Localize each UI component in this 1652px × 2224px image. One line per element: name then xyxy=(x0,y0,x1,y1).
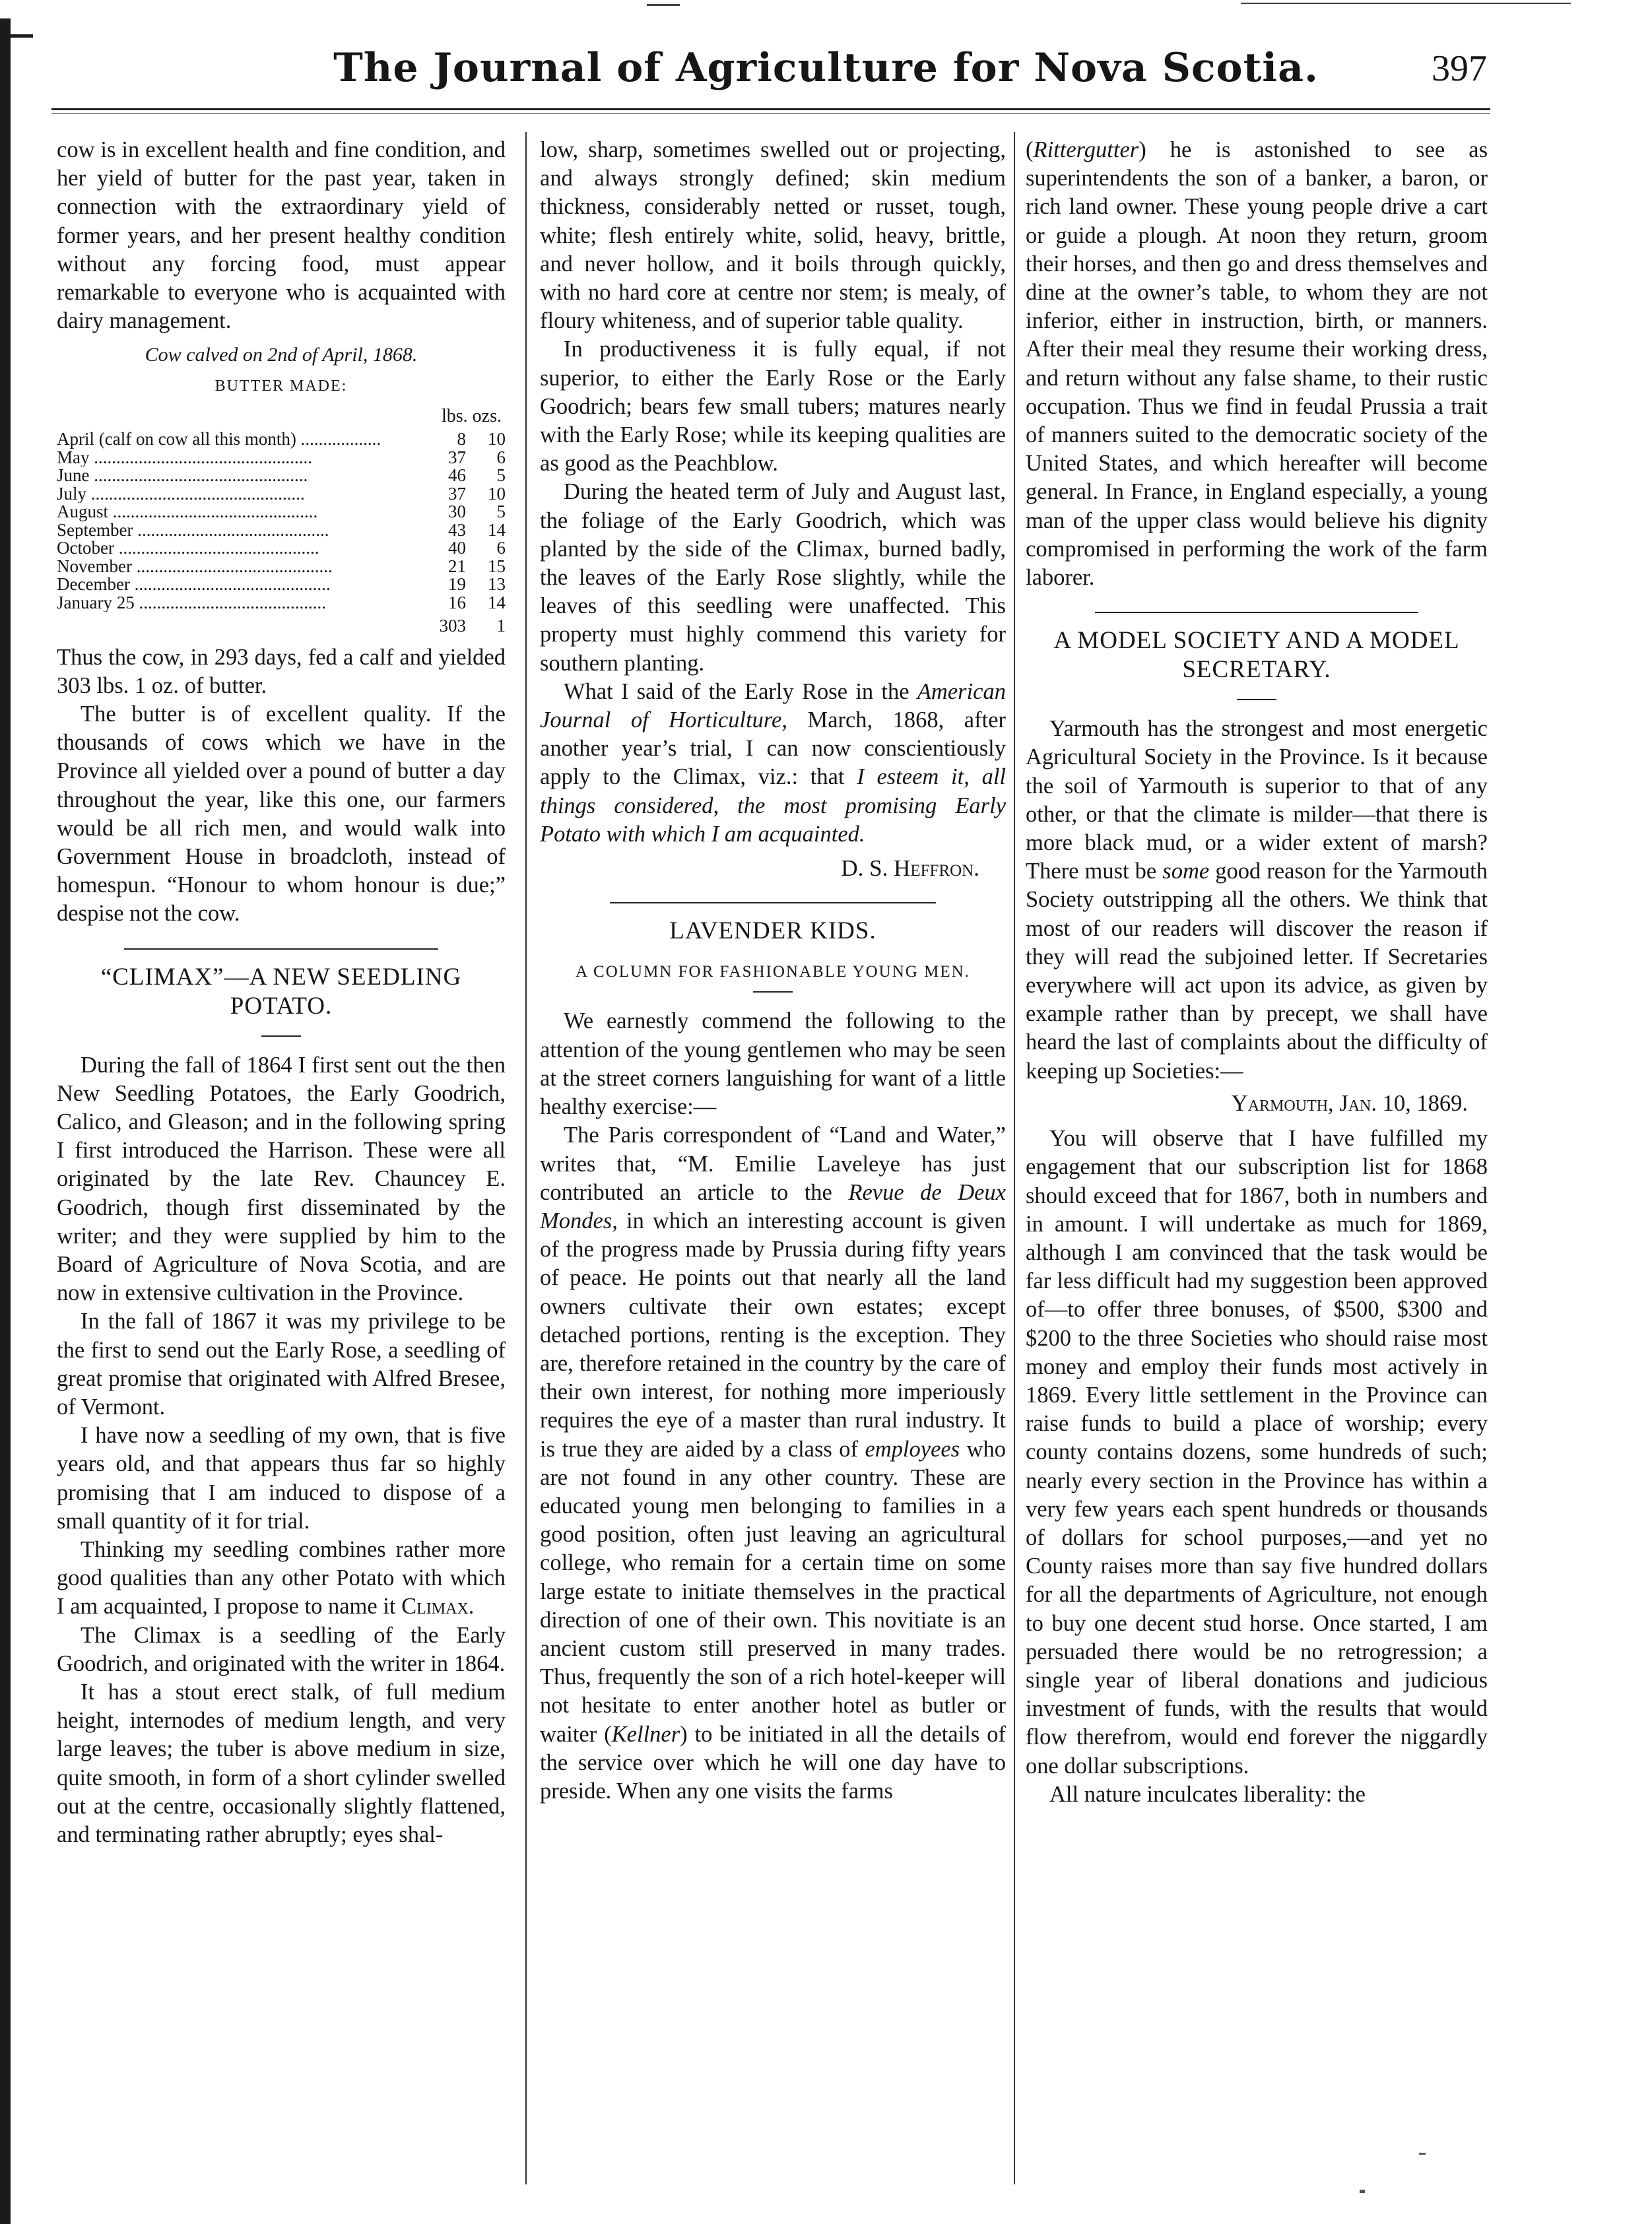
binding-edge xyxy=(0,18,11,2224)
butter-ozs-value: 5 xyxy=(496,502,506,522)
journal-reference: American Journal of Horticulture, xyxy=(540,678,1006,733)
butter-ozs-value: 13 xyxy=(488,574,506,595)
climax-paragraph-5: The Climax is a seedling of the Early Goodrich, and originated with the writer in 1864. xyxy=(57,1622,506,1676)
yarmouth-text-b: good reason for the Yarmouth Society outstripping all the others. We think that most of our readers will discover the reason if they will read the subjoined letter. If Secretaries everywhere will act upon its advice, as given by example rather than by precept, we shall have heard the last of complaints about the difficulty of keeping up Societies:— xyxy=(1026,859,1488,1084)
column-1 xyxy=(57,136,506,1849)
butter-table-row xyxy=(57,449,506,467)
butter-table-units: lbs. ozs. xyxy=(442,405,502,426)
butter-lbs-value: 43 xyxy=(448,519,466,540)
butter-lbs-value: 21 xyxy=(448,556,466,576)
esteem-quote: I esteem it, all things considered, the most promising Early Potato with which I am acquainted. xyxy=(540,764,1006,847)
butter-lbs-value: 8 xyxy=(457,429,466,449)
butter-table-row xyxy=(57,503,506,521)
column-divider-1 xyxy=(525,132,527,2184)
butter-table-row xyxy=(57,430,506,449)
butter-lbs-value: 46 xyxy=(448,465,466,486)
model-society-title: A MODEL SOCIETY AND A MODEL SECRETARY. xyxy=(1053,627,1460,684)
butter-lbs-value: 16 xyxy=(448,592,466,612)
climax-paragraph-3: I have now a seedling of my own, that is five years old, and that appears thus far so highly promising that I am induced to dispose of a small quantity of it for trial. xyxy=(57,1423,506,1534)
letter-dateline: Yarmouth, Jan. 10, 1869. xyxy=(1231,1090,1468,1116)
early-rose-text-a: What I said of the Early Rose in the xyxy=(564,678,909,704)
paris-continued-text: ) he is astonished to see as superintendents the son of a banker, a baron, or rich land owner. These young people drive a cart or guide a plough. At noon they return, groom their horses, and then go and dress themselves and dine at the owner’s table, to whom they are not inferior, either in instruction, birth, or manners. After their meal they resume their working dress, and return without any false shame, to their rustic occupation. Thus we find in feudal Prussia a trait of manners suited to the democratic society of the United States, and which hereafter will become general. In France, in England especially, a young man of the upper class would believe his dignity compromised in performing the work of the farm laborer. xyxy=(1026,137,1488,591)
butter-table-row xyxy=(57,539,506,558)
butter-ozs-value: 15 xyxy=(488,556,506,576)
kellner-word: Kellner xyxy=(611,1721,680,1747)
header-rule-thin xyxy=(51,113,1490,114)
climax-paragraph-6: It has a stout erect stalk, of full medium height, internodes of medium length, and very large leaves; the tuber is above medium in size, quite smooth, in form of a short cylinder swelled out at the centre, occasionally slightly flattened, and terminating rather abruptly; eyes shal- xyxy=(57,1680,506,1848)
rittergutter-word: Rittergutter xyxy=(1033,137,1139,162)
butter-table-row xyxy=(57,594,506,612)
butter-ozs-value: 14 xyxy=(488,519,506,540)
butter-month-label: November ............................................ xyxy=(57,557,333,576)
yarmouth-text-a: Yarmouth has the strongest and most energetic Agricultural Society in the Province. Is it because the soil of Yarmouth is superior to that of any other, or that the climate is milder—that there is more black mud, or a wider extent of marsh? There must be xyxy=(1026,716,1488,884)
butter-table-caption: Cow calved on 2nd of April, 1868. xyxy=(145,344,418,366)
paris-text-b: in which an interesting account is given of the progress made by Prussia during fifty years of peace. He points out that nearly all the land owners cultivate their own estates; except detached portions, renting is the exception. They are, therefore retained in the country by the care of their own interest, for nothing more imperiously requires the eye of a master than rural industry. It is true they are aided by a class of xyxy=(540,1208,1006,1462)
climax-article-title: “CLIMAX”—A NEW SEEDLING POTATO. xyxy=(100,963,462,1020)
climax-paragraph-4 xyxy=(57,1536,506,1621)
productiveness-paragraph: In productiveness it is fully equal, if not superior, to either the Early Rose or the Early Goodrich; bears few small tubers; matures nearly with the Early Rose; while its keeping qualities are as good as the Peachblow. xyxy=(540,337,1006,476)
some-word: some xyxy=(1162,859,1210,884)
butter-quality-paragraph: The butter is of excellent quality. If the thousands of cows which we have in the Province all yielded over a pound of butter a day throughout the year, like this one, our farmers would be all rich men, and would walk into Government House in broadcloth, instead of homespun. “Honour to whom honour is due;” despise not the cow. xyxy=(57,701,506,927)
butter-table-row xyxy=(57,575,506,594)
climax-paragraph-4-text: Thinking my seedling combines rather more good qualities than any other Potato with which I am acquainted, I propose to name it xyxy=(57,1537,506,1619)
butter-ozs-value: 6 xyxy=(496,447,506,467)
butter-month-label: September ........................................... xyxy=(57,521,329,540)
binding-edge-hook xyxy=(11,34,33,38)
title-rule xyxy=(261,1035,301,1037)
top-scan-mark xyxy=(647,4,680,6)
heated-term-paragraph: During the heated term of July and August last, the foliage of the Early Goodrich, which was planted by the side of the Climax, burned badly, the leaves of the Early Rose slightly, while the leaves of this seedling were unaffected. This property must highly commend this variety for southern planting. xyxy=(540,479,1006,676)
butter-table xyxy=(57,430,506,636)
title-rule xyxy=(753,991,793,993)
early-rose-paragraph xyxy=(540,678,1006,849)
letter-paragraph-2: All nature inculcates liberality: the xyxy=(1049,1781,1366,1807)
butter-ozs-value: 6 xyxy=(496,538,506,558)
butter-ozs-value: 10 xyxy=(488,429,506,449)
butter-table-row xyxy=(57,521,506,540)
butter-lbs-value: 37 xyxy=(448,447,466,467)
scan-speck xyxy=(1419,2153,1426,2155)
journal-title: The Journal of Agriculture for Nova Scotia. xyxy=(333,45,1319,91)
yarmouth-paragraph xyxy=(1026,715,1488,1086)
employees-word: employees xyxy=(865,1436,960,1462)
butter-ozs-value: 14 xyxy=(488,592,506,612)
column-divider-2 xyxy=(1014,132,1015,2184)
page-number: 397 xyxy=(1432,48,1487,89)
climax-continued-paragraph: low, sharp, sometimes swelled out or projecting, and always strongly defined; skin medium thickness, considerably netted or russet, tough, white; flesh entirely white, solid, heavy, brittle, and never hollow, and it boils through quickly, with no hard core at centre nor stem; is mealy, of floury whiteness, and of superior table quality. xyxy=(540,137,1006,334)
butter-table-subcaption: BUTTER MADE: xyxy=(215,377,348,395)
butter-month-label: October ............................................. xyxy=(57,539,319,558)
butter-lbs-value: 40 xyxy=(448,538,466,558)
paris-text-a: The Paris correspondent of “Land and Water,” writes that, “M. Emilie Laveleye has just contributed an article to the xyxy=(540,1123,1006,1205)
lavender-kids-subtitle: A COLUMN FOR FASHIONABLE YOUNG MEN. xyxy=(576,963,970,981)
scan-speck xyxy=(1360,2190,1365,2193)
butter-month-label: December ............................................ xyxy=(57,575,331,594)
section-separator xyxy=(1095,612,1418,613)
butter-lbs-value: 30 xyxy=(448,502,466,522)
butter-month-label: July ................................................ xyxy=(57,484,305,504)
butter-total-ozs: 1 xyxy=(496,616,506,636)
butter-ozs-value: 5 xyxy=(496,465,506,486)
lavender-kids-title: LAVENDER KIDS. xyxy=(669,917,876,945)
author-signature: D. S. Heffron. xyxy=(841,855,979,882)
title-rule xyxy=(1237,699,1276,700)
column-3 xyxy=(1026,136,1488,1809)
butter-lbs-value: 37 xyxy=(448,483,466,504)
butter-month-label: May ................................................. xyxy=(57,448,312,467)
butter-ozs-value: 10 xyxy=(488,483,506,504)
climax-name: Climax. xyxy=(401,1594,475,1619)
paris-text-d: ) to be initiated in all the details of the service over which he will one day have to preside. When any one visits the farms xyxy=(540,1721,1006,1804)
section-separator xyxy=(610,902,936,903)
letter-paragraph-1: You will observe that I have fulfilled my engagement that our subscription list for 1868 should exceed that for 1867, both in numbers and in amount. I will undertake as much for 1869, although I am convinced that the task would be far less difficult had my suggestion been approved of—to offer three bonuses, of $500, $300 and $200 to the three Societies who should raise most money and employ their funds most actively in 1869. Every little settlement in the Province can raise funds to build a place of worship; every county contains dozens, some hundreds of such; nearly every section in the Province has within a very few years each spent hundreds or thousands of dollars for school purposes,—and yet no County raises more than say five hundred dollars for all the departments of Agriculture, not enough to buy one decent stud horse. Once started, I am persuaded there would be no retrogression; a single year of liberal donations and judicious investment of funds, with the results that would flow therefrom, would end forever the niggardly one dollar subscriptions. xyxy=(1026,1126,1488,1779)
butter-table-row xyxy=(57,558,506,576)
paris-text-c: who are not found in any other country. These are educated young men belonging to families in a good position, often just leaving an agricultural college, who remain for a certain time on some large estate to initiate themselves in the practical direction of one of their own. This novitiate is an ancient custom still preserved in many trades. Thus, frequently the son of a rich hotel-keeper will not hesitate to enter another hotel as butler or waiter ( xyxy=(540,1436,1007,1747)
butter-month-label: August .............................................. xyxy=(57,503,318,521)
paris-continued-paragraph: (Rittergutter) he is astonished to see as superintendents the son of a banker, a baron, or rich land owner. These young people drive a cart or guide a plough. At noon they return, groom their horses, and then go and dress themselves and dine at the owner’s table, to whom they are not inferior, either in instruction, birth, or manners. After their meal they resume their working dress, and return without any false shame, to their rustic occupation. Thus we find in feudal Prussia a trait of manners suited to the democratic society of the United States, and which hereafter will become general. In France, in England especially, a young man of the upper class would believe his dignity compromised in performing the work of the farm laborer. xyxy=(1026,137,1488,591)
butter-table-row xyxy=(57,485,506,504)
climax-paragraph-2: In the fall of 1867 it was my privilege to be the first to send out the Early Rose, a seedling of great promise that originated with Alfred Bresee, of Vermont. xyxy=(57,1309,506,1420)
butter-table-row xyxy=(57,467,506,485)
column-2 xyxy=(540,136,1006,1806)
butter-month-label: June ................................................ xyxy=(57,467,308,485)
butter-lbs-value: 19 xyxy=(448,574,466,595)
header-rule-thick xyxy=(51,108,1490,110)
butter-total-lbs: 303 xyxy=(439,616,466,636)
top-scan-rule xyxy=(1241,3,1571,4)
butter-month-label: January 25 .......................................... xyxy=(57,593,326,612)
paris-correspondent-paragraph xyxy=(540,1121,1006,1806)
section-separator xyxy=(124,948,438,950)
early-rose-text-b: March, 1868, after another year’s trial, I can now conscientiously apply to the Climax, viz.: that xyxy=(540,707,1007,790)
revue-reference: Revue de Deux Mondes, xyxy=(540,1179,1006,1233)
butter-month-label: April (calf on cow all this month) .................. xyxy=(57,430,381,449)
butter-table-total-row xyxy=(57,612,506,636)
cow-intro-paragraph: cow is in excellent health and fine condition, and her yield of butter for the past year, taken in connection with the extraordinary yield of former years, and her present healthy condition without any forcing food, must appear remarkable to everyone who is acquainted with dairy management. xyxy=(57,137,506,334)
climax-paragraph-1: During the fall of 1864 I first sent out the then New Seedling Potatoes, the Early Goodrich, Calico, and Gleason; and in the following spring I first introduced the Harrison. These were all originated by the late Rev. Chauncey E. Goodrich, though first disseminated by the writer; and they were supplied by him to the Board of Agriculture of Nova Scotia, and are now in extensive cultivation in the Province. xyxy=(57,1052,506,1306)
butter-summary-paragraph: Thus the cow, in 293 days, fed a calf and yielded 303 lbs. 1 oz. of butter. xyxy=(57,644,506,698)
commend-paragraph: We earnestly commend the following to the attention of the young gentlemen who may be seen at the street corners languishing for want of a little healthy exercise:— xyxy=(540,1008,1006,1120)
